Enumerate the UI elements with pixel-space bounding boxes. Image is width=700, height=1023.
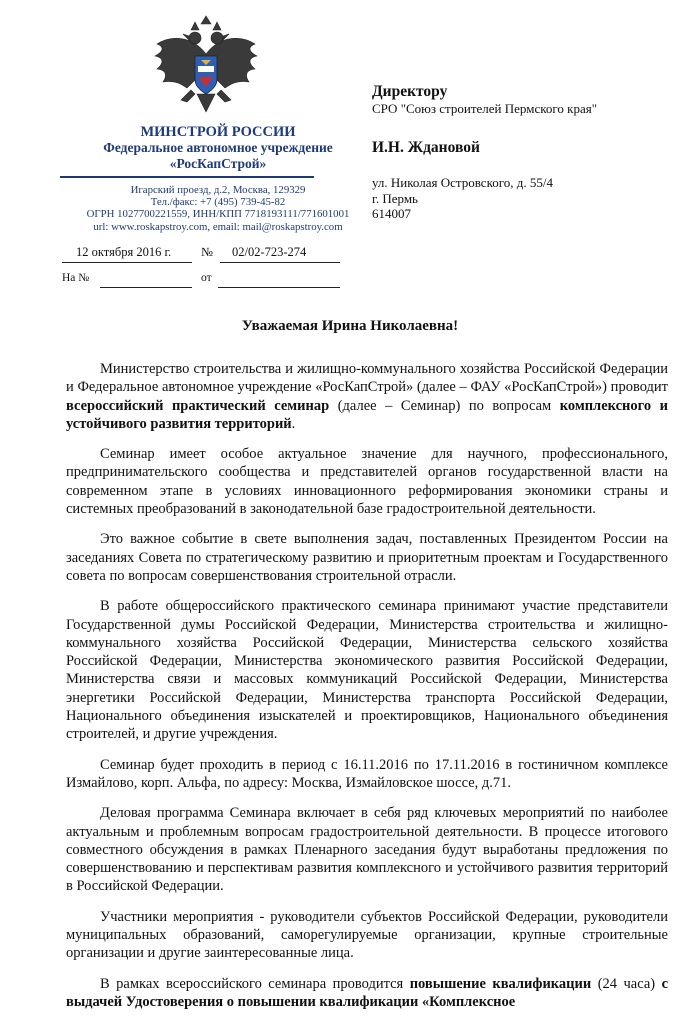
- letter-number: 02/02-723-274: [232, 245, 307, 259]
- recipient-street: ул. Николая Островского, д. 55/4: [372, 175, 553, 190]
- paragraph-5: Семинар будет проходить в период с 16.11.2016 по 17.11.2016 в гостиничном комплексе Измайлово, корп. Альфа, по адресу: Москва, Измайловское шоссе, д.71.: [66, 756, 668, 791]
- paragraph-1: Министерство строительства и жилищно-коммунального хозяйства Российской Федерации и Федеральное автономное учреждение «РосКапСтрой» (далее – ФАУ «РосКапСтрой») проводит всероссийский практический семинар (далее – Семинар) по вопросам комплексного и устойчивого развития территорий.: [66, 361, 668, 432]
- from-label: от: [201, 272, 212, 284]
- letter-body: [66, 360, 668, 1023]
- recipient-postcode: 614007: [372, 206, 411, 221]
- paragraph-6: Деловая программа Семинара включает в себя ряд ключевых мероприятий по наиболее актуальным и проблемным вопросам градостроительной деятельности. В процессе итогового совместного обсуждения в рамках Пленарного заседания будут выработаны предложения по совершенствованию и перспективам развития комплексного и устойчивого развития территорий в Российской Федерации.: [66, 805, 668, 895]
- number-underline: [220, 262, 340, 263]
- letter-date: 12 октября 2016 г.: [76, 245, 172, 259]
- agency-name-line-2: «РосКапСтрой»: [169, 156, 267, 171]
- ministry-name: МИНСТРОЙ РОССИИ: [140, 124, 296, 140]
- coat-of-arms-emblem: [151, 14, 261, 119]
- recipient-title: Директору: [372, 83, 448, 100]
- agency-name: [48, 140, 388, 172]
- paragraph-4: В работе общероссийского практического семинара принимают участие представители Государственной думы Российской Федерации, Министерства строительства и жилищно-коммунального хозяйства Российской Федерации, Министерства сельского хозяйства Российской Федерации, Министерства экономического развития Российской Федерации, Министерства связи и массовых коммуникаций Российской Федерации, Министерства энергетики Российской Федерации, Министерства транспорта Российской Федерации, Национального объединения изыскателей и проектировщиков, Национального объединения строителей, и другие учреждения.: [66, 598, 668, 743]
- recipient-name: И.Н. Ждановой: [372, 139, 480, 156]
- from-underline: [218, 287, 340, 288]
- letterhead-divider: [60, 176, 314, 178]
- paragraph-2: Семинар имеет особое актуальное значение для научного, профессионального, предпринимательского сообщества и представителей органов государственной власти на современном этапе в условиях инновационного реформирования экономики страны и системных преобразований в законодательной базе градостроительной деятельности.: [66, 446, 668, 518]
- ref-underline: [100, 287, 192, 288]
- number-label: №: [201, 245, 213, 259]
- agency-phone: Тел./факс: +7 (495) 739-45-82: [150, 196, 286, 209]
- agency-web: url: www.roskapstroy.com, email: mail@roskapstroy.com: [93, 220, 343, 233]
- agency-contacts: [48, 184, 388, 233]
- agency-name-line-1: Федеральное автономное учреждение: [103, 140, 333, 155]
- date-underline: [62, 262, 192, 263]
- agency-registration: ОГРН 1027700221559, ИНН/КПП 7718193111/771601001: [86, 208, 350, 221]
- salutation: Уважаемая Ирина Николаевна!: [241, 318, 459, 334]
- recipient-org: СРО "Союз строителей Пермского края": [372, 101, 597, 116]
- recipient-block: [372, 83, 672, 222]
- ref-label: На №: [62, 272, 90, 284]
- paragraph-7: Участники мероприятия - руководители субъектов Российской Федерации, руководители муниципальных образований, саморегулируемые организации, крупные строительные организации и другие заинтересованные лица.: [66, 908, 668, 962]
- agency-address: Игарский проезд, д.2, Москва, 129329: [130, 184, 306, 196]
- recipient-address: [372, 175, 672, 222]
- paragraph-3: Это важное событие в свете выполнения задач, поставленных Президентом России на заседаниях Совета по стратегическому развитию и приоритетным проектам и Государственного совета по вопросам совершенствования строительной отрасли.: [66, 531, 668, 584]
- paragraph-8: В рамках всероссийского семинара проводится повышение квалификации (24 часа) с выдачей Удостоверения о повышении квалификации «Комплексное: [66, 975, 668, 1010]
- recipient-city: г. Пермь: [372, 190, 418, 206]
